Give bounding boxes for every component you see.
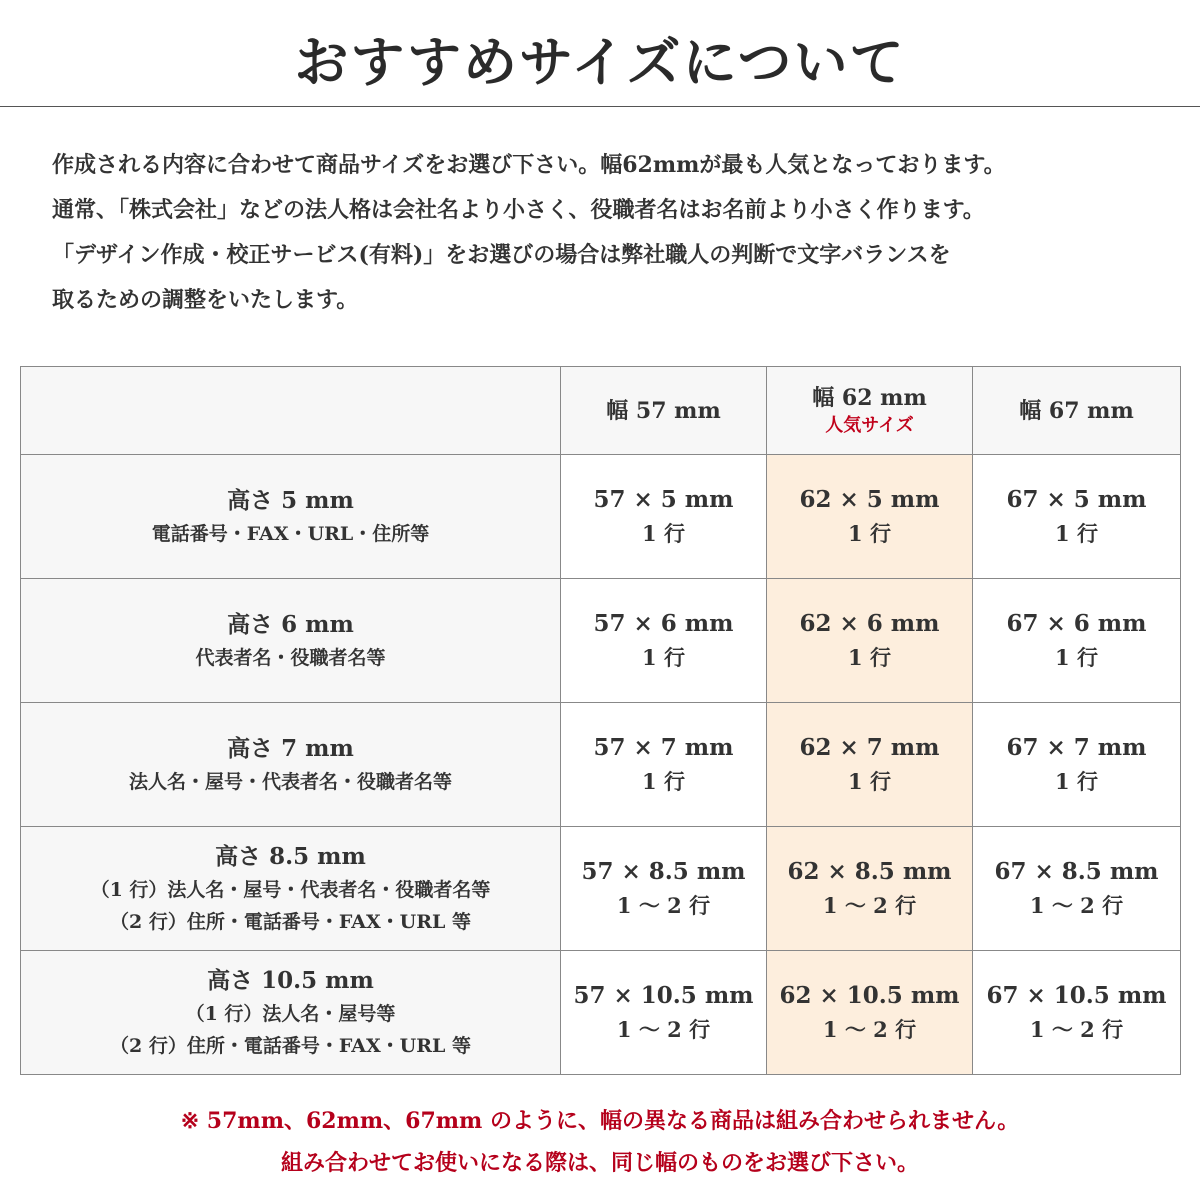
size-value: 67 × 10.5 mm: [986, 981, 1167, 1009]
size-table: [20, 366, 1181, 1075]
size-cell: [561, 827, 767, 951]
size-value: 57 × 6 mm: [593, 609, 734, 637]
intro-line: 「デザイン作成・校正サービス(有料)」をお選びの場合は弊社職人の判断で文字バランスを: [52, 242, 951, 268]
table-row: [21, 703, 1181, 827]
column-header-57: [561, 367, 767, 455]
row-header: [21, 455, 561, 579]
intro-line: 通常、「株式会社」などの法人格は会社名より小さく、役職者名はお名前より小さく作ります。: [52, 197, 985, 223]
size-value: 57 × 5 mm: [593, 485, 734, 513]
size-value: 57 × 7 mm: [593, 733, 734, 761]
row-header: [21, 703, 561, 827]
column-label: 幅 57 mm: [606, 397, 721, 424]
size-cell: [561, 951, 767, 1075]
column-label: 幅 62 mm: [812, 384, 927, 411]
notice-line: 組み合わせてお使いになる際は、同じ幅のものをお選び下さい。: [280, 1150, 919, 1176]
size-cell: [973, 827, 1181, 951]
intro-text: [52, 143, 1162, 323]
size-cell-highlighted: [767, 455, 973, 579]
row-usage-desc: （1 行）法人名・屋号等: [185, 1002, 396, 1025]
size-cell: [973, 703, 1181, 827]
size-value: 62 × 10.5 mm: [779, 981, 960, 1009]
row-header: [21, 951, 561, 1075]
page-title: おすすめサイズについて: [294, 30, 906, 94]
size-cell-highlighted: [767, 951, 973, 1075]
size-cell: [973, 951, 1181, 1075]
size-cell-highlighted: [767, 579, 973, 703]
line-count: 1 行: [642, 520, 685, 546]
row-usage-desc: 法人名・屋号・代表者名・役職者名等: [128, 770, 452, 793]
line-count: 1 〜 2 行: [822, 892, 917, 918]
size-value: 67 × 7 mm: [1006, 733, 1147, 761]
size-value: 67 × 6 mm: [1006, 609, 1147, 637]
size-cell-highlighted: [767, 827, 973, 951]
intro-line: 作成される内容に合わせて商品サイズをお選び下さい。幅62mmが最も人気となっております。: [52, 152, 1006, 178]
size-cell-highlighted: [767, 703, 973, 827]
size-cell: [561, 703, 767, 827]
row-height-label: 高さ 8.5 mm: [215, 842, 366, 870]
size-value: 57 × 8.5 mm: [581, 857, 746, 885]
popular-size-badge: 人気サイズ: [825, 414, 914, 436]
line-count: 1 行: [1055, 768, 1098, 794]
row-usage-desc: （1 行）法人名・屋号・代表者名・役職者名等: [90, 878, 491, 901]
title-divider: [0, 106, 1200, 107]
line-count: 1 〜 2 行: [616, 1016, 711, 1042]
size-value: 67 × 8.5 mm: [994, 857, 1159, 885]
line-count: 1 行: [848, 768, 891, 794]
line-count: 1 〜 2 行: [1029, 1016, 1124, 1042]
line-count: 1 行: [848, 644, 891, 670]
row-header: [21, 579, 561, 703]
size-value: 67 × 5 mm: [1006, 485, 1147, 513]
line-count: 1 行: [642, 768, 685, 794]
table-row: [21, 951, 1181, 1075]
table-row: [21, 455, 1181, 579]
line-count: 1 行: [642, 644, 685, 670]
row-usage-desc: （2 行）住所・電話番号・FAX・URL 等: [109, 1034, 472, 1057]
size-cell: [973, 579, 1181, 703]
line-count: 1 行: [848, 520, 891, 546]
row-usage-desc: （2 行）住所・電話番号・FAX・URL 等: [109, 910, 472, 933]
size-value: 57 × 10.5 mm: [573, 981, 754, 1009]
row-usage-desc: 代表者名・役職者名等: [195, 646, 386, 669]
line-count: 1 行: [1055, 520, 1098, 546]
line-count: 1 〜 2 行: [822, 1016, 917, 1042]
row-height-label: 高さ 10.5 mm: [207, 966, 374, 994]
table-row: [21, 579, 1181, 703]
row-height-label: 高さ 7 mm: [227, 734, 354, 762]
size-value: 62 × 6 mm: [799, 609, 940, 637]
size-value: 62 × 7 mm: [799, 733, 940, 761]
size-cell: [973, 455, 1181, 579]
size-value: 62 × 5 mm: [799, 485, 940, 513]
column-header-62: [767, 367, 973, 455]
notice-line: ※ 57mm、62mm、67mm のように、幅の異なる商品は組み合わせられません。: [180, 1108, 1020, 1134]
column-label: 幅 67 mm: [1019, 397, 1134, 424]
row-height-label: 高さ 6 mm: [227, 610, 354, 638]
line-count: 1 行: [1055, 644, 1098, 670]
intro-line: 取るための調整をいたします。: [52, 287, 359, 313]
table-row: [21, 827, 1181, 951]
row-height-label: 高さ 5 mm: [227, 486, 354, 514]
line-count: 1 〜 2 行: [616, 892, 711, 918]
column-header-67: [973, 367, 1181, 455]
size-cell: [561, 455, 767, 579]
notice-text: [0, 1100, 1200, 1184]
size-value: 62 × 8.5 mm: [787, 857, 952, 885]
corner-cell: [21, 367, 561, 455]
line-count: 1 〜 2 行: [1029, 892, 1124, 918]
size-cell: [561, 579, 767, 703]
row-usage-desc: 電話番号・FAX・URL・住所等: [151, 522, 430, 545]
table-header-row: [21, 367, 1181, 455]
row-header: [21, 827, 561, 951]
